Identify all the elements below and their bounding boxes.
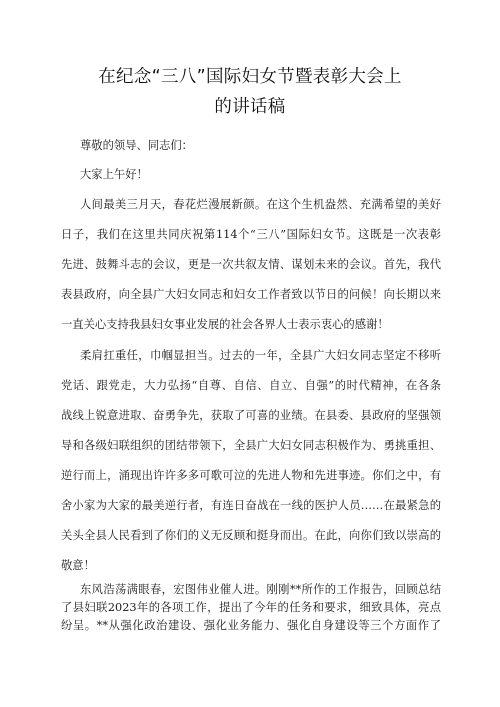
paragraph-2-line: 柔肩扛重任，巾帼显担当。过去的一年，全县广大妇女同志坚定不移听 [80, 349, 441, 362]
paragraph-1-line: 日子，我们在这里共同庆祝第114个“三八”国际妇女节。这既是一次表彰 [61, 228, 441, 241]
paragraph-2-line: 战线上锐意进取、奋勇争先，获取了可喜的业绩。在县委、县政府的坚强领 [61, 409, 441, 422]
paragraph-3-line: 东风浩荡满眼春，宏图伟业催人进。刚刚**所作的工作报告，回顾总结 [80, 583, 441, 596]
paragraph-1-line: 人间最美三月天，春花烂漫展新颜。在这个生机盎然、充满希望的美好 [80, 198, 441, 211]
paragraph-2-line: 关头全县人民看到了你们的义无反顾和挺身而出。在此，向你们致以崇高的 [61, 529, 441, 542]
paragraph-2-line: 敬意！ [61, 559, 95, 572]
paragraph-1-line: 一直关心支持我县妇女事业发展的社会各界人士表示衷心的感谢！ [61, 318, 389, 331]
paragraph-2-line: 导和各级妇联组织的团结带领下，全县广大妇女同志积极作为、勇挑重担、 [61, 439, 441, 452]
paragraph-2-line: 舍小家为大家的最美逆行者，有连日奋战在一线的医护人员……在最紧急的 [61, 499, 441, 512]
paragraph-3-line: 纷呈。**从强化政治建设、强化业务能力、强化自身建设等三个方面作了 [61, 619, 441, 632]
paragraph-3-line: 了县妇联2023年的各项工作，提出了今年的任务和要求，细致具体，亮点 [61, 601, 441, 614]
paragraph-2-line: 逆行而上，涌现出许许多多可歌可泣的先进人物和先进事迹。你们之中，有 [61, 469, 441, 482]
paragraph-1-line: 先进、鼓舞斗志的会议，更是一次共叙友情、谋划未来的会议。首先，我代 [61, 258, 441, 271]
greeting: 大家上午好！ [80, 168, 148, 181]
salutation: 尊敬的领导、同志们： [80, 139, 193, 152]
document-title-line-1: 在纪念“三八”国际妇女节暨表彰大会上 [98, 67, 402, 87]
paragraph-2-line: 党话、跟党走，大力弘扬“自尊、自信、自立、自强”的时代精神，在各条 [61, 379, 441, 392]
document-title-line-2: 的讲话稿 [214, 97, 286, 117]
paragraph-1-line: 表县政府，向全县广大妇女同志和妇女工作者致以节日的问候！向长期以来 [61, 288, 441, 301]
